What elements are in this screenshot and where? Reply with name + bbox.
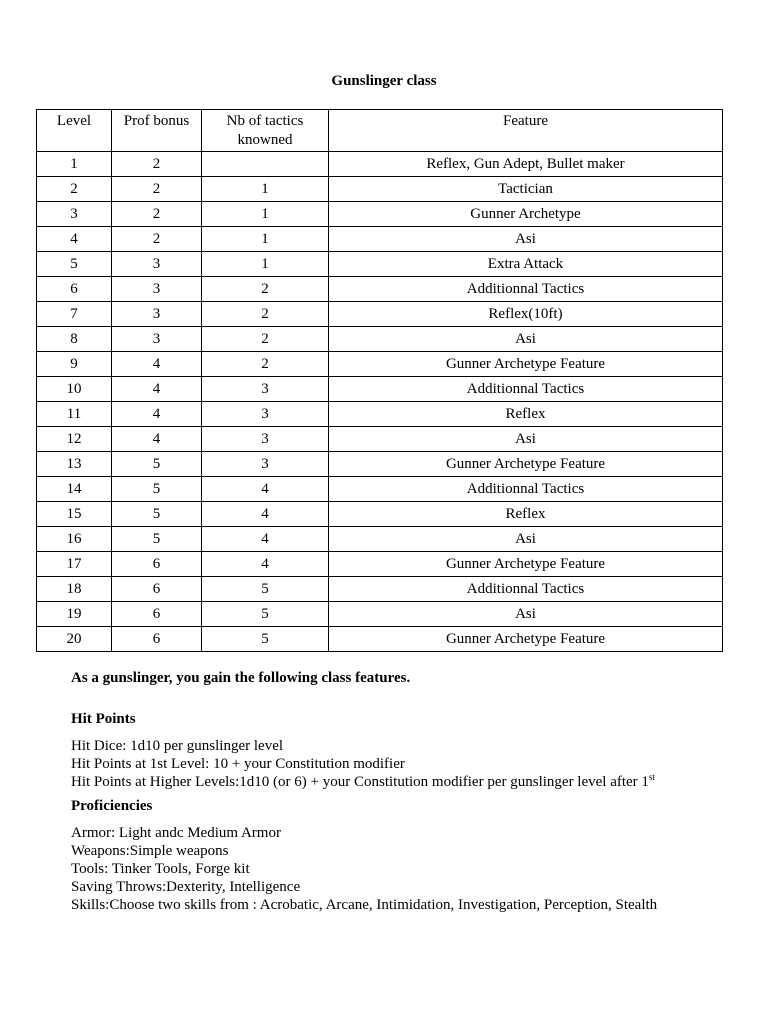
- cell-prof-bonus: 3: [112, 252, 202, 277]
- cell-feature: Additionnal Tactics: [329, 377, 723, 402]
- cell-tactics-known: 2: [202, 327, 329, 352]
- cell-feature: Asi: [329, 227, 723, 252]
- cell-level: 17: [37, 552, 112, 577]
- cell-prof-bonus: 4: [112, 377, 202, 402]
- cell-prof-bonus: 4: [112, 402, 202, 427]
- table-row: [37, 552, 723, 577]
- higher-levels-hp-line: [71, 773, 731, 791]
- table-row: [37, 627, 723, 652]
- hit-points-heading: Hit Points: [71, 711, 136, 727]
- table-row: [37, 377, 723, 402]
- cell-prof-bonus: 3: [112, 302, 202, 327]
- cell-level: 16: [37, 527, 112, 552]
- cell-tactics-known: 1: [202, 252, 329, 277]
- cell-feature: Reflex: [329, 502, 723, 527]
- cell-feature: Additionnal Tactics: [329, 477, 723, 502]
- header-tactics-known: Nb of tactics knowned: [202, 110, 329, 152]
- cell-feature: Asi: [329, 327, 723, 352]
- table-row: [37, 252, 723, 277]
- proficiencies-section: [71, 824, 731, 914]
- table-row: [37, 227, 723, 252]
- cell-level: 2: [37, 177, 112, 202]
- cell-tactics-known: 5: [202, 627, 329, 652]
- cell-prof-bonus: 6: [112, 627, 202, 652]
- cell-prof-bonus: 4: [112, 352, 202, 377]
- cell-tactics-known: [202, 152, 329, 177]
- cell-feature: Reflex(10ft): [329, 302, 723, 327]
- table-row: [37, 402, 723, 427]
- class-progression-table: [36, 109, 723, 652]
- cell-prof-bonus: 4: [112, 427, 202, 452]
- armor-line: Armor: Light andc Medium Armor: [71, 825, 281, 841]
- cell-feature: Gunner Archetype Feature: [329, 452, 723, 477]
- table-header-row: [37, 110, 723, 152]
- cell-feature: Asi: [329, 527, 723, 552]
- hit-points-section: [71, 737, 731, 791]
- cell-tactics-known: 2: [202, 352, 329, 377]
- table-body: [37, 152, 723, 652]
- cell-feature: Extra Attack: [329, 252, 723, 277]
- cell-tactics-known: 3: [202, 452, 329, 477]
- hit-dice-line: Hit Dice: 1d10 per gunslinger level: [71, 738, 284, 754]
- cell-level: 12: [37, 427, 112, 452]
- cell-level: 15: [37, 502, 112, 527]
- cell-tactics-known: 2: [202, 302, 329, 327]
- first-level-hp-line: Hit Points at 1st Level: 10 + your Constitution modifier: [71, 756, 405, 772]
- skills-line: Skills:Choose two skills from : Acrobatic, Arcane, Intimidation, Investigation, Perception, Stealth: [71, 897, 658, 913]
- cell-feature: Gunner Archetype Feature: [329, 627, 723, 652]
- higher-levels-text: Hit Points at Higher Levels:1d10 (or 6) + your Constitution modifier per gunslinger level after 1: [71, 774, 649, 790]
- cell-feature: Additionnal Tactics: [329, 277, 723, 302]
- table-row: [37, 527, 723, 552]
- cell-level: 3: [37, 202, 112, 227]
- ordinal-superscript: st: [648, 772, 655, 782]
- cell-feature: Reflex: [329, 402, 723, 427]
- cell-level: 20: [37, 627, 112, 652]
- cell-tactics-known: 5: [202, 602, 329, 627]
- cell-level: 7: [37, 302, 112, 327]
- cell-level: 8: [37, 327, 112, 352]
- cell-prof-bonus: 6: [112, 577, 202, 602]
- cell-tactics-known: 1: [202, 227, 329, 252]
- table-row: [37, 302, 723, 327]
- header-feature: Feature: [329, 110, 723, 152]
- table-row: [37, 602, 723, 627]
- cell-tactics-known: 3: [202, 377, 329, 402]
- header-level: Level: [37, 110, 112, 152]
- table-row: [37, 177, 723, 202]
- cell-feature: Asi: [329, 427, 723, 452]
- cell-feature: Asi: [329, 602, 723, 627]
- cell-feature: Gunner Archetype Feature: [329, 552, 723, 577]
- weapons-line: Weapons:Simple weapons: [71, 843, 229, 859]
- cell-tactics-known: 4: [202, 502, 329, 527]
- table-row: [37, 152, 723, 177]
- cell-level: 11: [37, 402, 112, 427]
- cell-feature: Gunner Archetype Feature: [329, 352, 723, 377]
- cell-feature: Reflex, Gun Adept, Bullet maker: [329, 152, 723, 177]
- cell-tactics-known: 3: [202, 402, 329, 427]
- cell-tactics-known: 4: [202, 527, 329, 552]
- table-row: [37, 577, 723, 602]
- tools-line: Tools: Tinker Tools, Forge kit: [71, 861, 250, 877]
- cell-feature: Gunner Archetype: [329, 202, 723, 227]
- cell-prof-bonus: 5: [112, 527, 202, 552]
- cell-level: 18: [37, 577, 112, 602]
- cell-level: 19: [37, 602, 112, 627]
- intro-text: As a gunslinger, you gain the following class features.: [71, 670, 411, 686]
- cell-level: 1: [37, 152, 112, 177]
- cell-prof-bonus: 2: [112, 177, 202, 202]
- cell-feature: Tactician: [329, 177, 723, 202]
- table-row: [37, 452, 723, 477]
- cell-prof-bonus: 5: [112, 452, 202, 477]
- cell-prof-bonus: 3: [112, 277, 202, 302]
- saving-throws-line: Saving Throws:Dexterity, Intelligence: [71, 879, 301, 895]
- cell-level: 9: [37, 352, 112, 377]
- table-row: [37, 277, 723, 302]
- cell-tactics-known: 1: [202, 177, 329, 202]
- cell-prof-bonus: 6: [112, 552, 202, 577]
- cell-tactics-known: 5: [202, 577, 329, 602]
- cell-level: 14: [37, 477, 112, 502]
- table-row: [37, 352, 723, 377]
- cell-tactics-known: 1: [202, 202, 329, 227]
- cell-prof-bonus: 2: [112, 152, 202, 177]
- table-row: [37, 202, 723, 227]
- cell-feature: Additionnal Tactics: [329, 577, 723, 602]
- cell-tactics-known: 2: [202, 277, 329, 302]
- cell-tactics-known: 3: [202, 427, 329, 452]
- header-prof-bonus: Prof bonus: [112, 110, 202, 152]
- cell-prof-bonus: 5: [112, 502, 202, 527]
- cell-level: 5: [37, 252, 112, 277]
- table-row: [37, 502, 723, 527]
- document-title: Gunslinger class: [331, 73, 437, 89]
- table-row: [37, 477, 723, 502]
- cell-tactics-known: 4: [202, 477, 329, 502]
- table-row: [37, 427, 723, 452]
- cell-prof-bonus: 6: [112, 602, 202, 627]
- cell-prof-bonus: 2: [112, 202, 202, 227]
- proficiencies-heading: Proficiencies: [71, 798, 153, 814]
- cell-prof-bonus: 2: [112, 227, 202, 252]
- cell-level: 6: [37, 277, 112, 302]
- cell-level: 13: [37, 452, 112, 477]
- cell-tactics-known: 4: [202, 552, 329, 577]
- cell-level: 4: [37, 227, 112, 252]
- cell-level: 10: [37, 377, 112, 402]
- cell-prof-bonus: 3: [112, 327, 202, 352]
- cell-prof-bonus: 5: [112, 477, 202, 502]
- table-row: [37, 327, 723, 352]
